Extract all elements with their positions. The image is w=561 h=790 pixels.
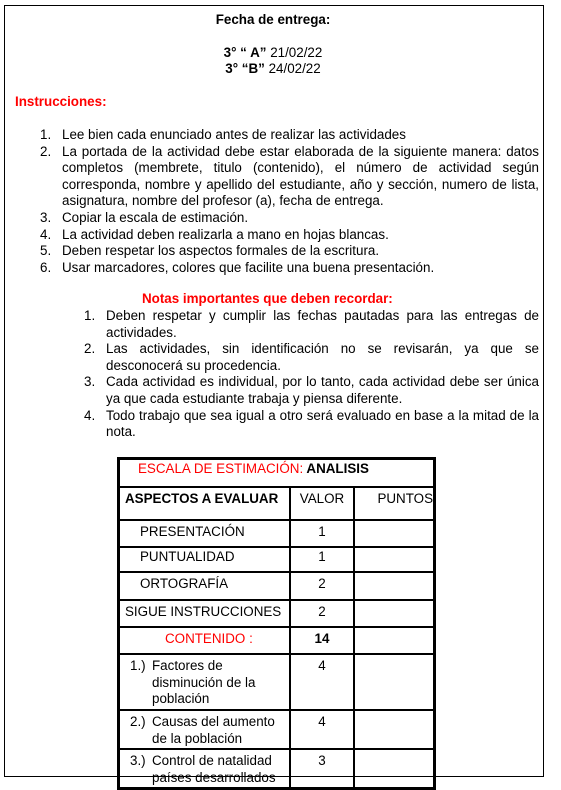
table-header-row [119,487,434,520]
table-row: 1.) Factores de disminución de la población 4 [119,654,434,710]
list-item: 3. Copiar la escala de estimación. [40,209,249,225]
table-row: ORTOGRAFÍA 2 [119,572,434,600]
list-item: 5. Deben respetar los aspectos formales de la escritura. [40,243,380,259]
table-row: PRESENTACIÓN 1 [119,520,434,547]
estimation-scale-table [117,457,436,790]
points-cell[interactable] [354,547,434,572]
list-item: 1. Deben respetar y cumplir las fechas pautadas para las entregas de actividades. [84,308,539,340]
instructions-title: Instrucciones: [15,94,107,109]
col-aspect-header: ASPECTOS A EVALUAR [119,487,290,520]
col-value-header: VALOR [290,487,354,520]
table-row: PUNTUALIDAD 1 [119,547,434,572]
group-b-label: 3° “B” [225,61,265,76]
group-a-value: 21/02/22 [266,45,323,60]
table-row: 2.) Causas del aumento de la población 4 [119,710,434,749]
points-cell[interactable] [354,627,434,654]
scale-title-cell [119,459,434,487]
points-cell[interactable] [354,600,434,627]
notes-list [84,308,539,441]
col-points-header: PUNTOS [354,487,434,520]
group-a-label: 3° “ A” [223,45,267,60]
group-b-value: 24/02/22 [264,61,321,76]
list-item: 2. Las actividades, sin identificación no se revisarán, ya que se desconocerá su procedencia. [84,341,539,373]
points-cell[interactable] [354,572,434,600]
points-cell[interactable] [354,749,434,788]
content-row [119,627,434,654]
list-item: 3. Cada actividad es individual, por lo tanto, cada actividad debe ser única ya que cada estudiante trabaja y piensa diferente. [84,374,539,406]
instructions-list [40,127,539,276]
table-row: SIGUE INSTRUCCIONES 2 [119,600,434,627]
points-cell[interactable] [354,710,434,749]
table-title-row [119,459,434,487]
scale-title: ESCALA DE ESTIMACIÓN: [138,461,304,476]
content-value: 14 [290,627,354,654]
list-item: 4. Todo trabajo que sea igual a otro será evaluado en base a la mitad de la nota. [84,407,539,440]
group-a-date [4,45,542,62]
points-cell[interactable] [354,654,434,710]
list-item: 1. Lee bien cada enunciado antes de realizar las actividades [40,127,406,142]
notes-title: Notas importantes que deben recordar: [142,291,393,306]
points-cell[interactable] [354,520,434,547]
delivery-date-title: Fecha de entrega: [215,12,331,27]
list-item: 4. La actividad deben realizarla a mano en hojas blancas. [40,226,389,242]
table-row: 3.) Control de natalidad países desarrollados 3 [119,749,434,788]
content-label: CONTENIDO : [119,627,290,654]
list-item: 2. La portada de la actividad debe estar elaborada de la siguiente manera: datos completos (membrete, titulo (contenido), el número de actividad según corresponda, nombre y apellido del estudiante, año y sección, numero de lista, asignatura, nombre del profesor (a), fecha de entrega. [40,143,539,209]
scale-subject: ANALISIS [303,461,369,476]
list-item: 6. Usar marcadores, colores que facilite una buena presentación. [40,259,435,275]
group-b-date [4,61,542,78]
